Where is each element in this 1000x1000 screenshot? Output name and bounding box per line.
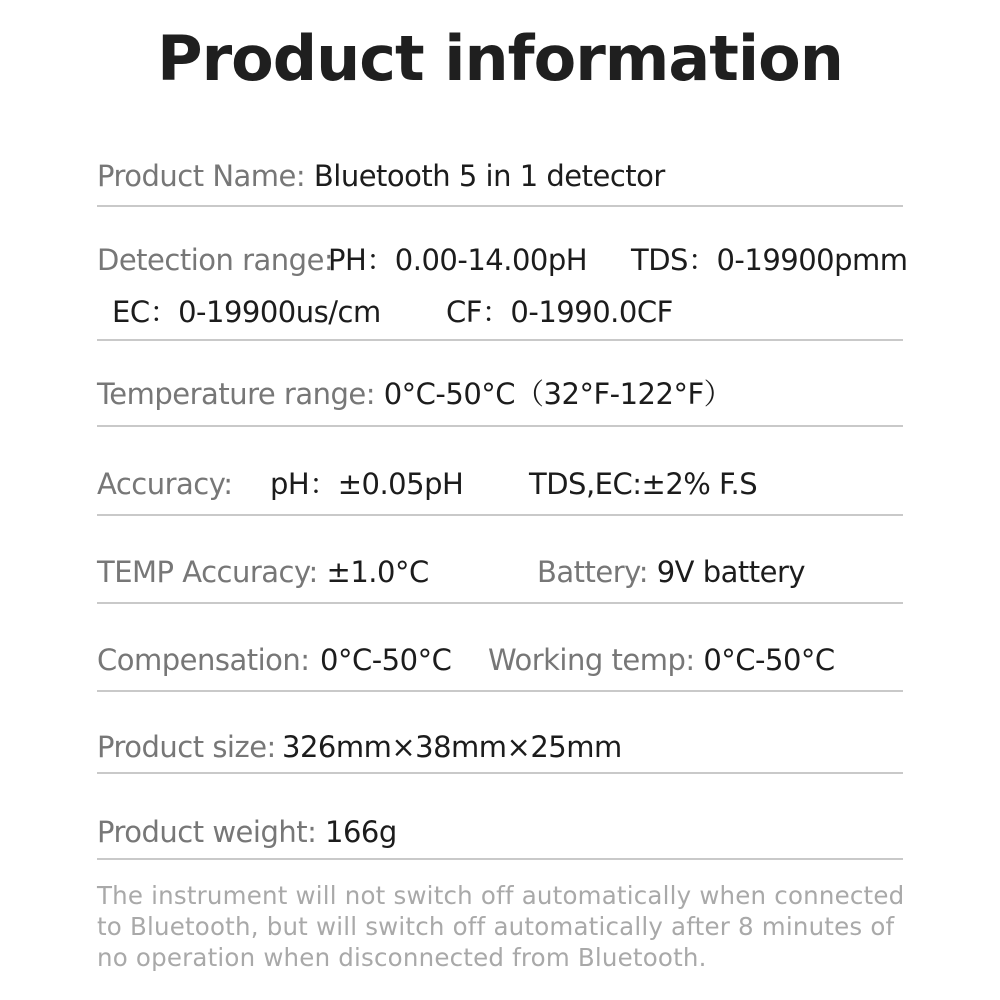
divider <box>97 339 903 341</box>
product-weight-label: Product weight: <box>97 815 317 849</box>
divider <box>97 858 903 860</box>
battery-value: 9V battery <box>656 555 806 589</box>
divider <box>97 425 903 427</box>
detection-range-label: Detection range: <box>97 243 334 277</box>
detection-ec-value: EC：0-19900us/cm <box>112 295 381 329</box>
temperature-range-label: Temperature range: <box>97 377 376 411</box>
product-name-row <box>97 158 665 194</box>
working-temp-value: 0°C-50°C <box>703 643 835 677</box>
detection-range-row <box>97 242 333 278</box>
product-weight-value: 166g <box>325 815 397 849</box>
page-title: Product information <box>157 22 843 95</box>
accuracy-row <box>97 466 233 502</box>
divider <box>97 772 903 774</box>
detection-cf-value: CF：0-1990.0CF <box>446 295 673 329</box>
product-name-value: Bluetooth 5 in 1 detector <box>313 159 665 193</box>
divider <box>97 205 903 207</box>
temperature-range-value: 0°C-50°C（32°F-122°F） <box>383 377 733 411</box>
temperature-range-row <box>97 376 732 412</box>
detection-tds-value: TDS：0-19900pmm <box>631 243 908 277</box>
product-size-row <box>97 729 276 765</box>
product-size-label: Product size: <box>97 730 276 764</box>
temp-accuracy-value: ±1.0°C <box>326 555 429 589</box>
compensation-label: Compensation: <box>97 643 310 677</box>
accuracy-label: Accuracy: <box>97 467 233 501</box>
working-temp-label: Working temp: <box>488 643 695 677</box>
compensation-row <box>97 642 310 678</box>
battery-label: Battery: <box>537 555 648 589</box>
product-weight-row <box>97 814 316 850</box>
compensation-value: 0°C-50°C <box>320 643 452 677</box>
product-size-value: 326mm×38mm×25mm <box>282 730 622 764</box>
working-temp-field <box>488 642 835 678</box>
battery-field <box>537 554 805 590</box>
divider <box>97 514 903 516</box>
divider <box>97 602 903 604</box>
accuracy-tds-ec-value: TDS,EC:±2% F.S <box>529 467 758 501</box>
temp-accuracy-row <box>97 554 429 590</box>
detection-ph-value: PH：0.00-14.00pH <box>328 243 588 277</box>
product-name-label: Product Name: <box>97 159 306 193</box>
temp-accuracy-label: TEMP Accuracy: <box>97 555 318 589</box>
divider <box>97 690 903 692</box>
accuracy-ph-value: pH：±0.05pH <box>270 467 464 501</box>
bluetooth-note: The instrument will not switch off automatically when connected to Bluetooth, but will switch off automatically after 8 minutes of no operation when disconnected from Bluetooth. <box>97 881 905 972</box>
